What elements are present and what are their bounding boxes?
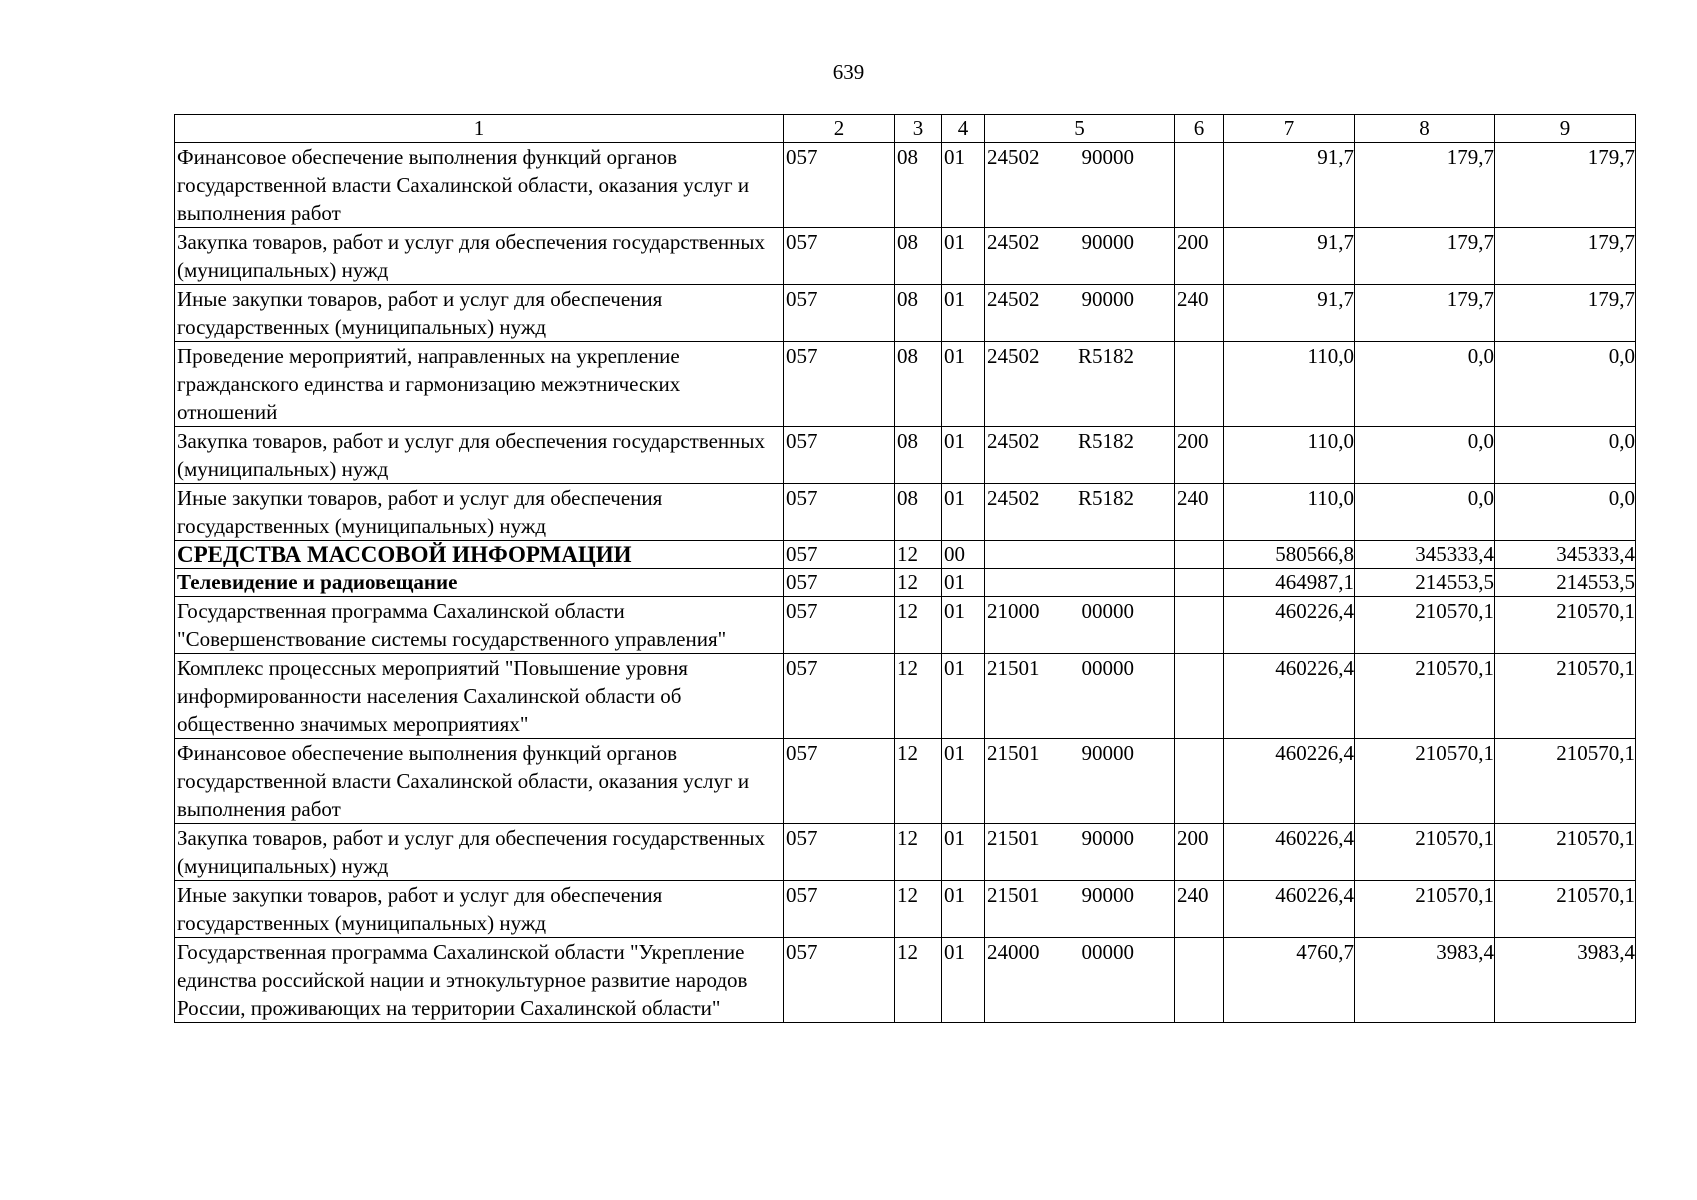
admin-code: 057	[784, 342, 895, 427]
expense-kind-code	[1175, 597, 1224, 654]
program-code: 24000	[987, 940, 1040, 964]
target-article-cell	[985, 739, 1175, 824]
row-name: СРЕДСТВА МАССОВОЙ ИНФОРМАЦИИ	[175, 541, 784, 569]
amount-col-8: 0,0	[1355, 484, 1495, 541]
admin-code: 057	[784, 739, 895, 824]
program-code: 24502	[987, 429, 1040, 453]
section-code: 08	[895, 342, 942, 427]
section-code: 12	[895, 938, 942, 1023]
admin-code: 057	[784, 881, 895, 938]
row-name: Телевидение и радиовещание	[175, 569, 784, 597]
column-header: 3	[895, 115, 942, 143]
subsection-code: 01	[942, 569, 985, 597]
subsection-code: 01	[942, 824, 985, 881]
expense-kind-code: 240	[1175, 285, 1224, 342]
amount-col-7: 460226,4	[1224, 597, 1355, 654]
row-name: Проведение мероприятий, направленных на укрепление гражданского единства и гармонизацию межэтнических отношений	[175, 342, 784, 427]
expense-kind-code: 240	[1175, 484, 1224, 541]
amount-col-9: 179,7	[1495, 143, 1636, 228]
admin-code: 057	[784, 143, 895, 228]
table-row	[175, 938, 1636, 1023]
amount-col-8: 179,7	[1355, 228, 1495, 285]
expense-kind-code	[1175, 143, 1224, 228]
section-code: 08	[895, 484, 942, 541]
row-name: Иные закупки товаров, работ и услуг для обеспечения государственных (муниципальных) нужд	[175, 285, 784, 342]
subsection-code: 01	[942, 143, 985, 228]
admin-code: 057	[784, 824, 895, 881]
amount-col-8: 0,0	[1355, 427, 1495, 484]
admin-code: 057	[784, 427, 895, 484]
expense-kind-code	[1175, 541, 1224, 569]
amount-col-8: 179,7	[1355, 285, 1495, 342]
program-code: 21501	[987, 741, 1040, 765]
amount-col-7: 460226,4	[1224, 824, 1355, 881]
table-row	[175, 342, 1636, 427]
subsection-code: 01	[942, 938, 985, 1023]
admin-code: 057	[784, 484, 895, 541]
program-code: 21000	[987, 599, 1040, 623]
column-header: 6	[1175, 115, 1224, 143]
column-header: 8	[1355, 115, 1495, 143]
subsection-code: 01	[942, 739, 985, 824]
admin-code: 057	[784, 285, 895, 342]
target-article-cell	[985, 484, 1175, 541]
amount-col-9: 0,0	[1495, 427, 1636, 484]
amount-col-7: 110,0	[1224, 427, 1355, 484]
section-code: 08	[895, 285, 942, 342]
section-code: 12	[895, 824, 942, 881]
subsection-code: 01	[942, 654, 985, 739]
subsection-code: 01	[942, 881, 985, 938]
admin-code: 057	[784, 938, 895, 1023]
subsection-code: 01	[942, 427, 985, 484]
admin-code: 057	[784, 541, 895, 569]
row-name: Иные закупки товаров, работ и услуг для обеспечения государственных (муниципальных) нужд	[175, 484, 784, 541]
direction-code: 90000	[1081, 287, 1134, 311]
amount-col-7: 464987,1	[1224, 569, 1355, 597]
amount-col-7: 110,0	[1224, 484, 1355, 541]
target-article-cell	[985, 427, 1175, 484]
table-row	[175, 427, 1636, 484]
table-body	[175, 143, 1636, 1023]
table-row	[175, 228, 1636, 285]
program-code: 24502	[987, 287, 1040, 311]
column-header: 7	[1224, 115, 1355, 143]
program-code: 24502	[987, 145, 1040, 169]
expense-kind-code	[1175, 938, 1224, 1023]
subsection-code: 01	[942, 285, 985, 342]
section-code: 12	[895, 569, 942, 597]
target-article-cell	[985, 824, 1175, 881]
amount-col-7: 460226,4	[1224, 654, 1355, 739]
amount-col-7: 460226,4	[1224, 881, 1355, 938]
table-row	[175, 597, 1636, 654]
amount-col-7: 110,0	[1224, 342, 1355, 427]
budget-table	[174, 114, 1636, 1023]
row-name: Закупка товаров, работ и услуг для обеспечения государственных (муниципальных) нужд	[175, 824, 784, 881]
amount-col-9: 210570,1	[1495, 824, 1636, 881]
expense-kind-code	[1175, 739, 1224, 824]
admin-code: 057	[784, 597, 895, 654]
amount-col-9: 179,7	[1495, 285, 1636, 342]
table-row	[175, 143, 1636, 228]
subsection-code: 00	[942, 541, 985, 569]
amount-col-8: 0,0	[1355, 342, 1495, 427]
row-name: Финансовое обеспечение выполнения функций органов государственной власти Сахалинской области, оказания услуг и выполнения работ	[175, 739, 784, 824]
subsection-code: 01	[942, 342, 985, 427]
amount-col-8: 210570,1	[1355, 597, 1495, 654]
direction-code: 90000	[1081, 883, 1134, 907]
row-name: Финансовое обеспечение выполнения функций органов государственной власти Сахалинской области, оказания услуг и выполнения работ	[175, 143, 784, 228]
amount-col-9: 210570,1	[1495, 654, 1636, 739]
direction-code: R5182	[1077, 486, 1134, 510]
program-code: 21501	[987, 826, 1040, 850]
table-row	[175, 881, 1636, 938]
amount-col-7: 580566,8	[1224, 541, 1355, 569]
amount-col-9: 210570,1	[1495, 597, 1636, 654]
amount-col-8: 214553,5	[1355, 569, 1495, 597]
amount-col-9: 0,0	[1495, 484, 1636, 541]
section-code: 08	[895, 427, 942, 484]
table-row	[175, 569, 1636, 597]
table-row	[175, 824, 1636, 881]
row-name: Иные закупки товаров, работ и услуг для обеспечения государственных (муниципальных) нужд	[175, 881, 784, 938]
column-header: 1	[175, 115, 784, 143]
table-row	[175, 739, 1636, 824]
amount-col-7: 91,7	[1224, 143, 1355, 228]
row-name: Государственная программа Сахалинской области "Совершенствование системы государственного управления"	[175, 597, 784, 654]
column-header: 9	[1495, 115, 1636, 143]
target-article-cell	[985, 569, 1175, 597]
expense-kind-code: 200	[1175, 427, 1224, 484]
amount-col-9: 345333,4	[1495, 541, 1636, 569]
admin-code: 057	[784, 654, 895, 739]
row-name: Комплекс процессных мероприятий "Повышение уровня информированности населения Сахалинской области об общественно значимых мероприятиях"	[175, 654, 784, 739]
direction-code: 00000	[1081, 940, 1134, 964]
direction-code: R5182	[1077, 344, 1134, 368]
amount-col-8: 210570,1	[1355, 824, 1495, 881]
amount-col-7: 91,7	[1224, 285, 1355, 342]
amount-col-7: 460226,4	[1224, 739, 1355, 824]
direction-code: R5182	[1077, 429, 1134, 453]
amount-col-8: 345333,4	[1355, 541, 1495, 569]
column-header: 5	[985, 115, 1175, 143]
column-number-row	[175, 115, 1636, 143]
amount-col-8: 179,7	[1355, 143, 1495, 228]
row-name: Государственная программа Сахалинской области "Укрепление единства российской нации и этнокультурное развитие народов России, проживающих на территории Сахалинской области"	[175, 938, 784, 1023]
expense-kind-code	[1175, 569, 1224, 597]
section-code: 12	[895, 597, 942, 654]
amount-col-7: 4760,7	[1224, 938, 1355, 1023]
expense-kind-code	[1175, 342, 1224, 427]
direction-code: 90000	[1081, 145, 1134, 169]
amount-col-9: 210570,1	[1495, 881, 1636, 938]
direction-code: 90000	[1081, 230, 1134, 254]
target-article-cell	[985, 228, 1175, 285]
amount-col-7: 91,7	[1224, 228, 1355, 285]
table-row	[175, 285, 1636, 342]
table-row	[175, 654, 1636, 739]
target-article-cell	[985, 541, 1175, 569]
admin-code: 057	[784, 228, 895, 285]
direction-code: 90000	[1081, 741, 1134, 765]
section-code: 12	[895, 654, 942, 739]
target-article-cell	[985, 143, 1175, 228]
target-article-cell	[985, 654, 1175, 739]
target-article-cell	[985, 881, 1175, 938]
program-code: 24502	[987, 486, 1040, 510]
row-name: Закупка товаров, работ и услуг для обеспечения государственных (муниципальных) нужд	[175, 228, 784, 285]
expense-kind-code: 240	[1175, 881, 1224, 938]
amount-col-9: 0,0	[1495, 342, 1636, 427]
amount-col-9: 179,7	[1495, 228, 1636, 285]
direction-code: 00000	[1081, 656, 1134, 680]
section-code: 12	[895, 739, 942, 824]
amount-col-9: 214553,5	[1495, 569, 1636, 597]
amount-col-8: 210570,1	[1355, 739, 1495, 824]
table-row	[175, 541, 1636, 569]
section-code: 12	[895, 541, 942, 569]
page-number: 639	[832, 60, 865, 84]
target-article-cell	[985, 342, 1175, 427]
row-name: Закупка товаров, работ и услуг для обеспечения государственных (муниципальных) нужд	[175, 427, 784, 484]
target-article-cell	[985, 285, 1175, 342]
section-code: 08	[895, 143, 942, 228]
expense-kind-code: 200	[1175, 228, 1224, 285]
direction-code: 00000	[1081, 599, 1134, 623]
column-header: 2	[784, 115, 895, 143]
target-article-cell	[985, 938, 1175, 1023]
expense-kind-code: 200	[1175, 824, 1224, 881]
amount-col-9: 3983,4	[1495, 938, 1636, 1023]
amount-col-8: 210570,1	[1355, 881, 1495, 938]
amount-col-8: 210570,1	[1355, 654, 1495, 739]
subsection-code: 01	[942, 484, 985, 541]
amount-col-8: 3983,4	[1355, 938, 1495, 1023]
section-code: 08	[895, 228, 942, 285]
direction-code: 90000	[1081, 826, 1134, 850]
amount-col-9: 210570,1	[1495, 739, 1636, 824]
program-code: 24502	[987, 230, 1040, 254]
column-header: 4	[942, 115, 985, 143]
table-row	[175, 484, 1636, 541]
program-code: 24502	[987, 344, 1040, 368]
admin-code: 057	[784, 569, 895, 597]
target-article-cell	[985, 597, 1175, 654]
program-code: 21501	[987, 883, 1040, 907]
expense-kind-code	[1175, 654, 1224, 739]
subsection-code: 01	[942, 228, 985, 285]
subsection-code: 01	[942, 597, 985, 654]
section-code: 12	[895, 881, 942, 938]
program-code: 21501	[987, 656, 1040, 680]
